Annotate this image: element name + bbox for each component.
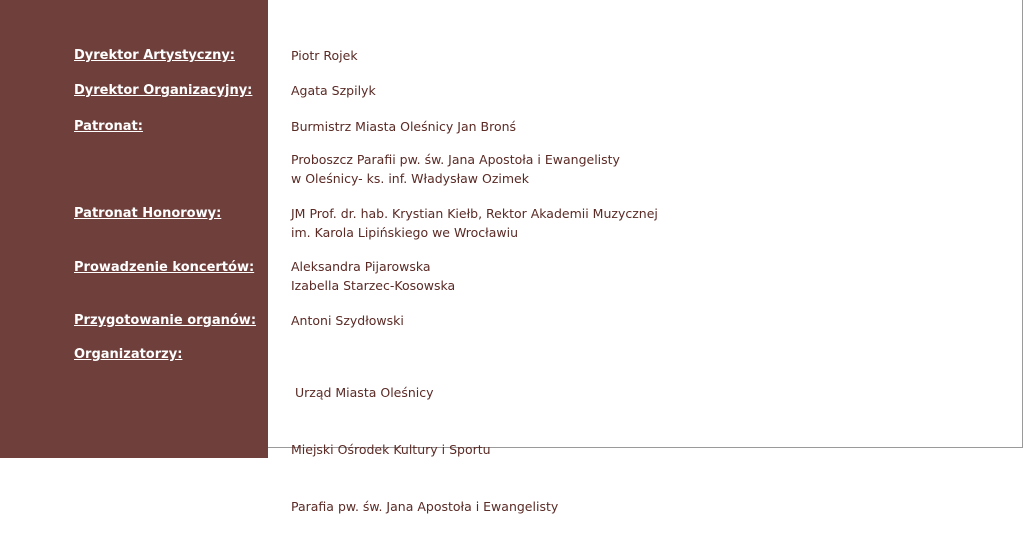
label-patronat-honorowy: Patronat Honorowy: (74, 206, 222, 221)
value-organizatorzy (291, 345, 558, 535)
left-panel (0, 0, 268, 458)
value-dyrektor-artystyczny (291, 46, 358, 65)
value-line: Aleksandra Pijarowska (291, 259, 431, 274)
label-dyrektor-organizacyjny: Dyrektor Organizacyjny: (74, 83, 253, 98)
value-przygotowanie-organow (291, 311, 404, 330)
value-line: Parafia pw. św. Jana Apostoła i Ewangelisty (291, 499, 559, 514)
value-line: Proboszcz Parafii pw. św. Jana Apostoła i Ewangelisty (291, 152, 620, 167)
value-patronat-proboszcz (291, 150, 620, 188)
label-organizatorzy: Organizatorzy: (74, 347, 183, 362)
label-patronat: Patronat: (74, 119, 143, 134)
value-line: Piotr Rojek (291, 48, 358, 63)
value-dyrektor-organizacyjny (291, 81, 376, 100)
value-patronat-honorowy (291, 204, 658, 242)
value-line: Izabella Starzec-Kosowska (291, 278, 456, 293)
label-prowadzenie-koncertow: Prowadzenie koncertów: (74, 260, 255, 275)
label-dyrektor-artystyczny: Dyrektor Artystyczny: (74, 48, 236, 63)
value-prowadzenie-koncertow (291, 257, 455, 295)
value-line: w Oleśnicy- ks. inf. Władysław Ozimek (291, 171, 529, 186)
value-line: Miejski Ośrodek Kultury i Sportu (291, 442, 491, 457)
value-patronat-burmistrz (291, 117, 516, 136)
value-line: Urząd Miasta Oleśnicy (291, 385, 434, 400)
value-line: Agata Szpilyk (291, 83, 376, 98)
value-line: JM Prof. dr. hab. Krystian Kiełb, Rektor Akademii Muzycznej (291, 206, 658, 221)
value-line: Burmistrz Miasta Oleśnicy Jan Bronś (291, 119, 517, 134)
value-line: Antoni Szydłowski (291, 313, 404, 328)
label-przygotowanie-organow: Przygotowanie organów: (74, 313, 257, 328)
value-line: im. Karola Lipińskiego we Wrocławiu (291, 225, 518, 240)
